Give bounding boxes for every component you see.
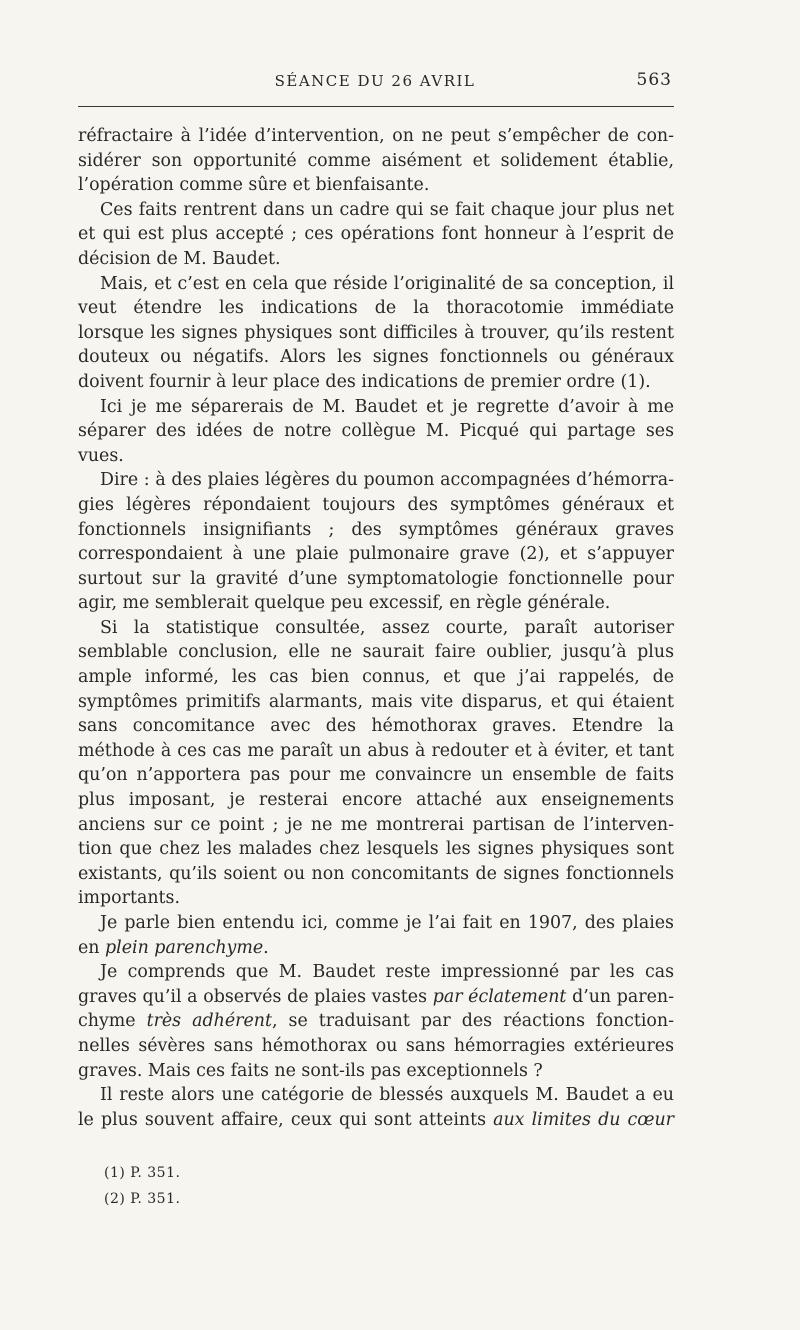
page-number: 563 [636,70,672,90]
text-line: Dire : à des plaies légères du poumon accompagnées d’hémorra- [100,470,674,491]
text-line: agir, me semblerait quelque peu excessif, en règle générale. [78,593,611,614]
text-line: veut étendre les indications de la thoracotomie immédiate [78,298,674,319]
text-line: qu’on n’apportera pas pour me convaincre un ensemble de faits [78,765,674,786]
text-line: nelles sévères sans hémothorax ou sans hémorragies extérieures [78,1035,674,1056]
text-line: correspondaient à une plaie pulmonaire grave (2), et s’appuyer [78,544,674,565]
text-line: Mais, et c’est en cela que réside l’originalité de sa conception, il [100,273,674,294]
footnotes [104,1160,180,1212]
header-title: SÉANCE DU 26 AVRIL [274,72,476,90]
text-line: existants, qu’ils soient ou non concomitants de signes fonctionnels [78,863,674,884]
header-rule [78,106,674,107]
text-line: Ces faits rentrent dans un cadre qui se fait chaque jour plus net [100,199,674,220]
running-header [78,68,672,96]
text-line: surtout sur la gravité d’une symptomatologie fonctionnelle pour [78,568,674,589]
text-line: graves. Mais ces faits ne sont-ils pas exceptionnels ? [78,1060,543,1081]
text-line: Ici je me séparerais de M. Baudet et je regrette d’avoir à me [100,396,674,417]
text-line: l’opération comme sûre et bienfaisante. [78,175,430,196]
text-line: doivent fournir à leur place des indications de premier ordre (1). [78,371,651,392]
footnote: (1) P. 351. [104,1165,181,1181]
text-line: méthode à ces cas me paraît un abus à redouter et à éviter, et tant [78,740,674,761]
text-line: vues. [78,445,124,466]
text-line: importants. [78,888,180,909]
text-line: réfractaire à l’idée d’intervention, on ne peut s’empêcher de con- [78,126,674,146]
text-line: décision de M. Baudet. [78,248,281,269]
text-line: symptômes primitifs alarmants, mais vite disparus, et qui étaient [78,691,674,712]
text-line: et qui est plus accepté ; ces opérations font honneur à l’esprit de [78,224,674,245]
text-line: semblable conclusion, elle ne saurait faire oublier, jusqu’à plus [78,642,674,663]
text-line: chyme très adhérent, se traduisant par des réactions fonction- [78,1011,674,1032]
text-line: graves qu’il a observés de plaies vastes par éclatement d’un paren- [78,986,674,1007]
text-line: tion que chez les malades chez lesquels les signes physiques sont [78,839,674,860]
text-line: Je comprends que M. Baudet reste impressionné par les cas [100,962,674,983]
text-line: plus imposant, je resterai encore attaché aux enseignements [78,790,674,811]
text-line: le plus souvent affaire, ceux qui sont atteints aux limites du cœur [78,1109,674,1130]
text-line: séparer des idées de notre collègue M. Picqué qui partage ses [78,421,674,442]
text-line: fonctionnels insignifiants ; des symptômes généraux graves [78,519,674,540]
text-line: lorsque les signes physiques sont difficiles à trouver, qu’ils restent [78,322,674,343]
text-line: anciens sur ce point ; je ne me montrerai partisan de l’interven- [78,814,674,835]
text-line: gies légères répondaient toujours des symptômes généraux et [78,494,674,515]
text-line: sans concomitance avec des hémothorax graves. Etendre la [78,716,674,737]
text-line: Si la statistique consultée, assez courte, paraît autoriser [100,617,674,638]
text-line: sidérer son opportunité comme aisément et solidement établie, [78,150,674,171]
footnote: (2) P. 351. [104,1191,181,1207]
text-line: Je parle bien entendu ici, comme je l’ai fait en 1907, des plaies [100,913,674,933]
text-line: ample informé, les cas bien connus, et que j’ai rappelés, de [78,667,674,688]
text-line: Il reste alors une catégorie de blessés auxquels M. Baudet a eu [100,1085,674,1106]
body-text [78,124,674,1132]
text-line: douteux ou négatifs. Alors les signes fonctionnels ou généraux [78,347,674,368]
text-line: en plein parenchyme. [78,937,269,958]
